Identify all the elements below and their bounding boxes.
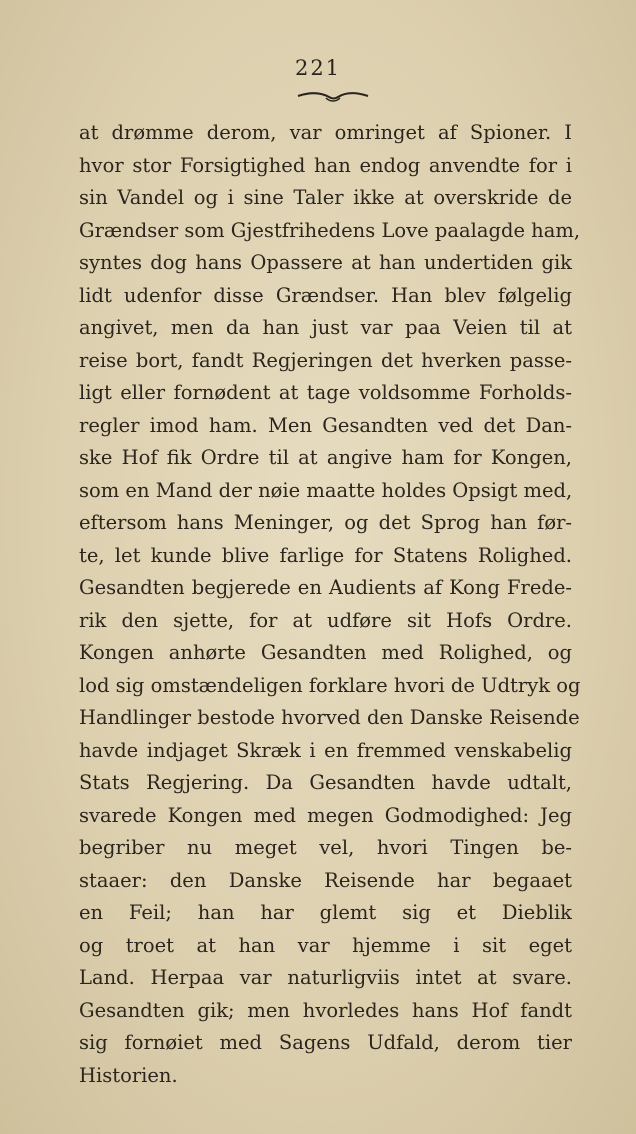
text-line: syntes dog hans Opassere at han undertiden gik [79, 251, 572, 274]
text-line: begriber nu meget vel, hvori Tingen be- [79, 836, 572, 859]
text-line: Handlinger bestode hvorved den Danske Reisende [79, 706, 580, 729]
text-line: lidt udenfor disse Grændser. Han blev følgelig [79, 283, 572, 307]
text-line: Gesandten gik; men hvorledes hans Hof fandt [79, 998, 572, 1022]
text-line: ligt eller fornødent at tage voldsomme Forholds- [79, 381, 572, 404]
text-line: en Feil; han har glemt sig et Dieblik [79, 901, 572, 924]
body-text [79, 117, 581, 1092]
text-line: og troet at han var hjemme i sit eget [79, 933, 572, 957]
text-line: angivet, men da han just var paa Veien til at [79, 316, 572, 339]
text-line: eftersom hans Meninger, og det Sprog han før- [79, 511, 572, 534]
text-line: regler imod ham. Men Gesandten ved det Dan- [79, 413, 572, 437]
page-number: 221 [294, 56, 342, 80]
text-line: Gesandten begjerede en Audients af Kong Frede- [79, 576, 572, 599]
text-line: sin Vandel og i sine Taler ikke at overskride de [79, 186, 572, 209]
text-line: Stats Regjering. Da Gesandten havde udtalt, [79, 771, 572, 794]
text-line: rik den sjette, for at udføre sit Hofs Ordre. [79, 608, 572, 632]
text-line: som en Mand der nøie maatte holdes Opsigt med, [79, 478, 573, 502]
text-line: lod sig omstændeligen forklare hvori de Udtryk og [79, 673, 581, 697]
text-line: staaer: den Danske Reisende har begaaet [79, 868, 572, 892]
text-line: hvor stor Forsigtighed han endog anvendte for i [79, 153, 572, 177]
text-line: Grændser som Gjestfrihedens Love paalagde ham, [79, 218, 581, 242]
text-line: Historien. [79, 1063, 178, 1087]
text-line: sig fornøiet med Sagens Udfald, derom tier [79, 1031, 572, 1054]
text-line: at drømme derom, var omringet af Spioner. I [79, 121, 572, 144]
text-line: Land. Herpaa var naturligviis intet at svare. [79, 966, 572, 989]
text-line: havde indjaget Skræk i en fremmed venskabelig [79, 738, 572, 762]
text-line: svarede Kongen med megen Godmodighed: Jeg [79, 803, 572, 827]
ornament-divider-icon [296, 88, 370, 104]
text-line: ske Hof fik Ordre til at angive ham for Kongen, [79, 446, 572, 469]
text-line: reise bort, fandt Regjeringen det hverken passe- [79, 348, 572, 372]
text-line: te, let kunde blive farlige for Statens Rolighed. [79, 543, 572, 567]
text-line: Kongen anhørte Gesandten med Rolighed, og [79, 641, 572, 664]
